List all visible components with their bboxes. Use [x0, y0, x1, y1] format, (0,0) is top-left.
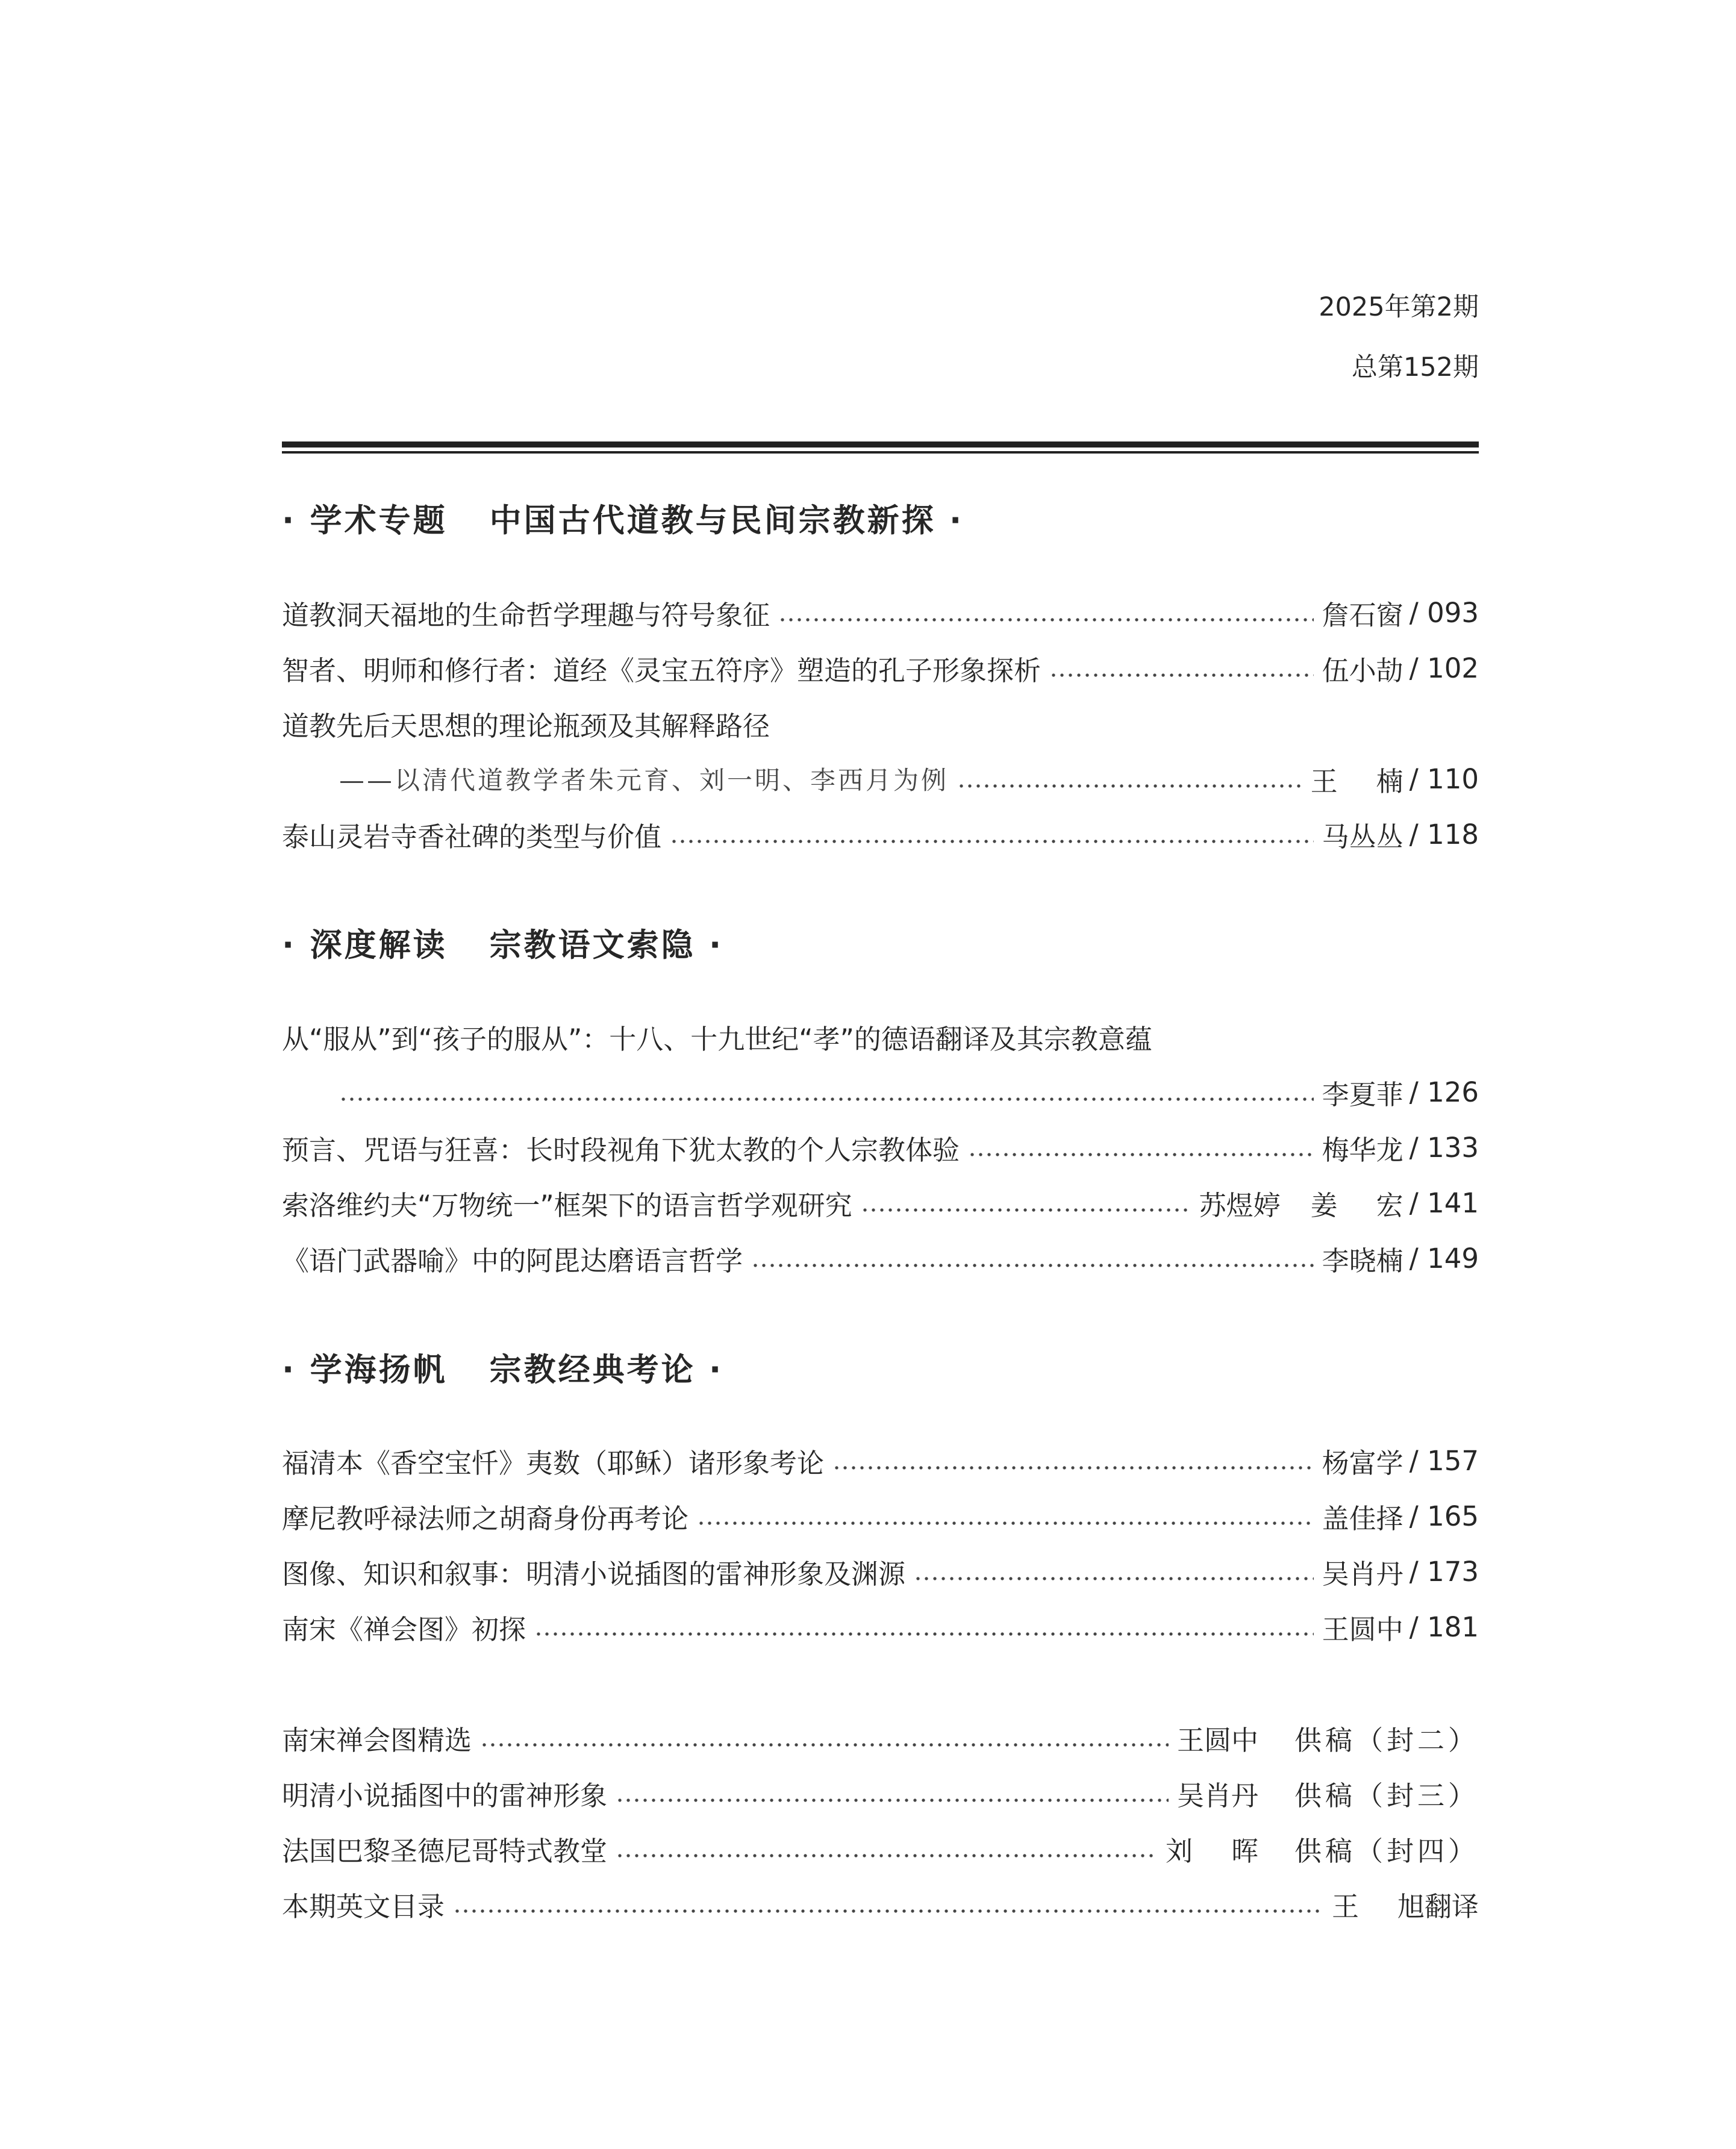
section-heading: [282, 925, 723, 967]
section-topic: 中国古代道教与民间宗教新探: [489, 502, 936, 539]
header-rule-thin: [282, 451, 1479, 454]
dot-leader: [914, 1550, 1314, 1592]
article-author: 苏煜婷: [1199, 1189, 1281, 1221]
extra-author: 刘 晖: [1165, 1835, 1258, 1867]
article-page: / 165: [1409, 1500, 1479, 1532]
article-page: / 102: [1409, 652, 1479, 684]
extra-author: 王圆中: [1176, 1724, 1258, 1756]
article-title: 索洛维约夫“万物统一”框架下的语言哲学观研究: [282, 1189, 852, 1221]
toc-entry[interactable]: [282, 1550, 1479, 1592]
article-page: / 133: [1409, 1131, 1479, 1164]
article-author: 李夏菲: [1322, 1078, 1403, 1111]
article-author: 李晓楠: [1322, 1244, 1403, 1277]
article-subtitle: ——以清代道教学者朱元育、刘一明、李西月为例: [339, 766, 949, 795]
bullet-dot: ·: [709, 1352, 724, 1388]
toc-entry[interactable]: [282, 1439, 1479, 1482]
section-topic: 宗教经典考论: [489, 1352, 696, 1388]
toc-entry[interactable]: [282, 591, 1479, 634]
dot-leader: [480, 1717, 1169, 1759]
toc-entry[interactable]: [282, 813, 1479, 855]
article-coauthor: 姜 宏: [1310, 1189, 1403, 1221]
extra-title: 法国巴黎圣德尼哥特式教堂: [282, 1835, 608, 1867]
section-heading: [282, 500, 964, 542]
extra-author: 吴肖丹: [1176, 1779, 1258, 1812]
section-label: 学术专题: [310, 502, 448, 539]
article-title: 泰山灵岩寺香社碑的类型与价值: [282, 820, 662, 853]
bullet-dot: ·: [282, 927, 297, 964]
dot-leader: [861, 1182, 1191, 1224]
dot-leader: [697, 1495, 1314, 1537]
extra-title: 本期英文目录: [282, 1890, 445, 1923]
bullet-dot: ·: [282, 1352, 297, 1388]
extra-credit: 供稿（封四）: [1294, 1835, 1479, 1867]
article-title: 《语门武器喻》中的阿毘达磨语言哲学: [282, 1244, 743, 1277]
toc-entry[interactable]: [282, 647, 1479, 689]
dot-leader: [616, 1827, 1157, 1870]
dot-leader: [751, 1237, 1314, 1279]
article-page: / 126: [1409, 1076, 1479, 1108]
toc-entry[interactable]: [282, 1606, 1479, 1648]
extra-entry[interactable]: [282, 1717, 1479, 1759]
article-title: 从“服从”到“孩子的服从”：十八、十九世纪“孝”的德语翻译及其宗教意蕴: [282, 1023, 1152, 1055]
dot-leader: [534, 1606, 1314, 1648]
bullet-dot: ·: [709, 927, 724, 964]
toc-entry[interactable]: [282, 1495, 1479, 1537]
article-page: / 173: [1409, 1555, 1479, 1588]
extra-title: 南宋禅会图精选: [282, 1724, 472, 1756]
article-author: 王圆中: [1322, 1613, 1403, 1645]
cumulative-issue-number: 总第152期: [1351, 352, 1479, 382]
section-label: 深度解读: [310, 927, 448, 964]
section-topic: 宗教语文索隐: [489, 927, 696, 964]
toc-entry[interactable]: [282, 1015, 1479, 1058]
article-author: 王 楠: [1310, 765, 1403, 797]
dot-leader: [832, 1439, 1314, 1482]
extra-title: 明清小说插图中的雷神形象: [282, 1779, 608, 1812]
bullet-dot: ·: [282, 502, 297, 539]
article-page: / 157: [1409, 1444, 1479, 1477]
dot-leader: [968, 1126, 1314, 1168]
article-author: 马丛丛: [1322, 820, 1403, 853]
dot-leader: [778, 591, 1314, 634]
header-rule-thick: [282, 441, 1479, 448]
toc-entry[interactable]: [282, 1126, 1479, 1168]
article-title: 预言、咒语与狂喜：长时段视角下犹太教的个人宗教体验: [282, 1134, 960, 1166]
dot-leader: [339, 1071, 1314, 1113]
article-title: 福清本《香空宝忏》夷数（耶稣）诸形象考论: [282, 1447, 825, 1479]
bullet-dot: ·: [949, 502, 964, 539]
article-author: 詹石窗: [1322, 599, 1403, 631]
article-title: 南宋《禅会图》初探: [282, 1613, 526, 1645]
article-title: 道教先后天思想的理论瓶颈及其解释路径: [282, 710, 770, 742]
article-page: / 149: [1409, 1242, 1479, 1274]
toc-entry[interactable]: [282, 702, 1479, 744]
dot-leader: [670, 813, 1314, 855]
article-page: / 110: [1409, 763, 1479, 795]
section-label: 学海扬帆: [310, 1352, 448, 1388]
dot-leader: [957, 758, 1302, 800]
dot-leader: [453, 1883, 1323, 1925]
article-author: 梅华龙: [1322, 1134, 1403, 1166]
article-page: / 093: [1409, 596, 1479, 629]
article-title: 道教洞天福地的生命哲学理趣与符号象征: [282, 599, 770, 631]
toc-entry-continuation[interactable]: [282, 758, 1479, 800]
article-author: 伍小劼: [1322, 654, 1403, 687]
section-heading: [282, 1349, 723, 1391]
dot-leader: [1049, 647, 1314, 689]
article-title: 摩尼教呼禄法师之胡裔身份再考论: [282, 1502, 689, 1535]
article-author: 盖佳择: [1322, 1502, 1403, 1535]
toc-entry-continuation[interactable]: [282, 1071, 1479, 1113]
extra-entry[interactable]: [282, 1827, 1479, 1870]
article-page: / 181: [1409, 1611, 1479, 1643]
extra-credit: 供稿（封三）: [1294, 1779, 1479, 1812]
extra-entry[interactable]: [282, 1883, 1479, 1925]
article-page: / 118: [1409, 818, 1479, 850]
extra-credit: 供稿（封二）: [1294, 1724, 1479, 1756]
extra-entry[interactable]: [282, 1772, 1479, 1814]
toc-entry[interactable]: [282, 1182, 1479, 1224]
extra-author: 王 旭翻译: [1331, 1890, 1479, 1923]
toc-entry[interactable]: [282, 1237, 1479, 1279]
article-title: 图像、知识和叙事：明清小说插图的雷神形象及渊源: [282, 1558, 906, 1590]
article-author: 杨富学: [1322, 1447, 1403, 1479]
article-title: 智者、明师和修行者：道经《灵宝五符序》塑造的孔子形象探析: [282, 654, 1041, 687]
article-page: / 141: [1409, 1187, 1479, 1219]
dot-leader: [616, 1772, 1169, 1814]
article-author: 吴肖丹: [1322, 1558, 1403, 1590]
issue-number: 2025年第2期: [1319, 292, 1479, 322]
